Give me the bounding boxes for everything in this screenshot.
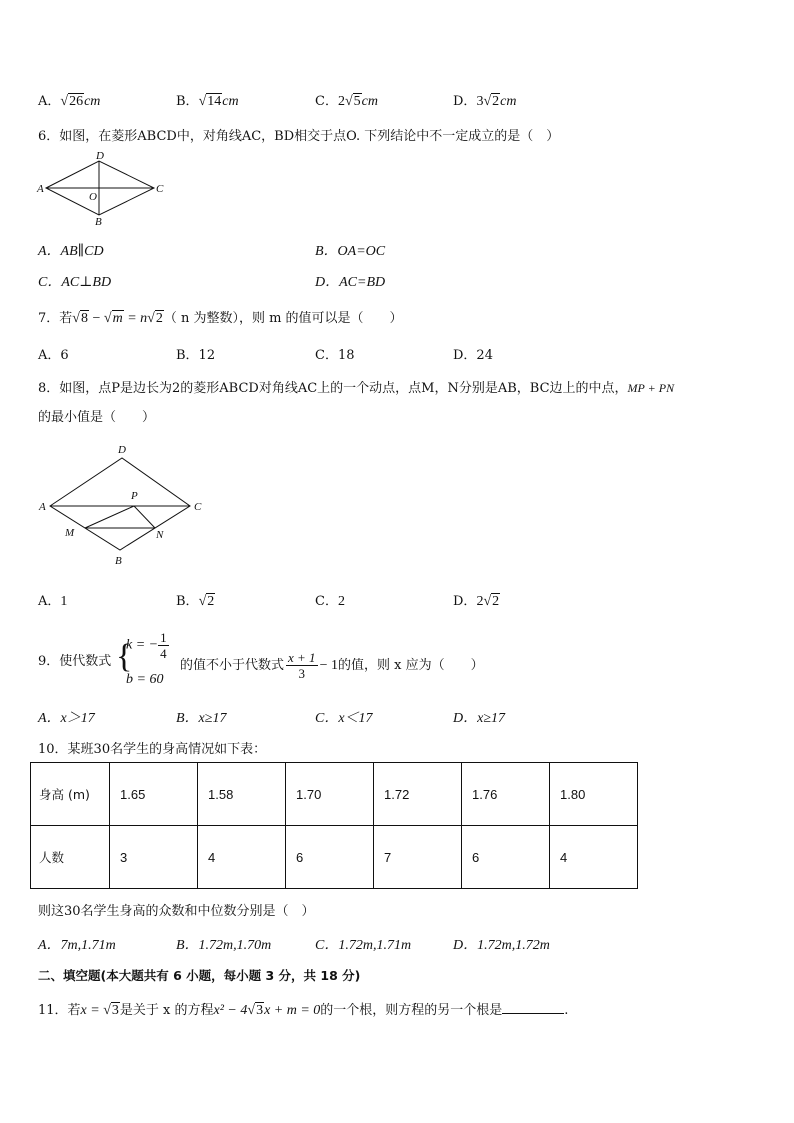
q9-middle — [180, 650, 484, 681]
option-label: A． — [38, 94, 61, 109]
q7-option-d: D．24 — [453, 348, 493, 363]
label-c: C — [194, 501, 202, 513]
table-cell: 7 — [374, 826, 462, 889]
q8-option-a — [38, 590, 67, 610]
table-row — [31, 763, 638, 826]
system-top-lhs: k = − — [126, 637, 159, 653]
label-c: C — [156, 183, 164, 195]
q6-option-b: B．OA=OC — [315, 244, 386, 259]
table-cell: 4 — [198, 826, 286, 889]
q9-mid-text: 的值不小于代数式 — [180, 658, 285, 673]
label-d: D — [118, 444, 126, 456]
option-label: D． — [453, 594, 477, 609]
unit: cm — [222, 94, 239, 109]
label-b: B — [95, 216, 102, 228]
q9-prefix: 9．使代数式 — [38, 654, 112, 669]
equation-part-b: x + m = 0 — [264, 1003, 321, 1018]
q9-option-c: C．x＜17 — [315, 711, 373, 726]
coefficient: 2 — [337, 594, 345, 609]
q11-end: . — [564, 1003, 569, 1018]
label-n: N — [156, 529, 164, 541]
q11-prefix: 11．若 — [38, 1003, 81, 1018]
q9-suffix: 的值，则 x 应为（ ） — [337, 658, 484, 673]
coefficient: 2 — [337, 94, 345, 109]
q7-note: （ n 为整数），则 m 的值可以是（ ） — [163, 311, 403, 326]
minus: − — [92, 311, 101, 326]
radicand: 14 — [207, 94, 222, 109]
table-cell: 1.70 — [286, 763, 374, 826]
table-cell: 4 — [550, 826, 638, 889]
table-cell: 3 — [110, 826, 198, 889]
q11-stem: 11．若x = √3是关于 x 的方程x² − 4√3x + m = 0的一个根，则方程的另一个根是 . — [38, 1003, 569, 1018]
table-cell: 1.58 — [198, 763, 286, 826]
frac-numerator: x + 1 — [288, 650, 316, 665]
q8-option-b: B．√2 — [176, 594, 215, 609]
q11-mid: 是关于 x 的方程 — [119, 1003, 214, 1018]
q5-option-b: B．√14cm — [176, 94, 239, 109]
radicand: 26 — [69, 94, 84, 109]
row-header-count: 人数 — [31, 826, 110, 889]
x-equals: x = — [80, 1003, 104, 1018]
radicand: 2 — [207, 594, 215, 609]
q11-suffix: 的一个根，则方程的另一个根是 — [320, 1003, 503, 1018]
coefficient: 1 — [60, 594, 68, 609]
option-label: C． — [315, 594, 338, 609]
option-label: A． — [38, 594, 61, 609]
q8-rhombus-figure — [34, 440, 214, 570]
q8-option-d: D．2√2 — [453, 594, 500, 609]
table-cell: 6 — [462, 826, 550, 889]
q6-option-d: D．AC=BD — [315, 275, 386, 290]
equals: = n — [127, 311, 148, 326]
radicand: 2 — [155, 311, 163, 326]
q6-rhombus-figure — [34, 150, 164, 230]
q6-option-c: C．AC⊥BD — [38, 275, 112, 290]
option-label: B． — [176, 94, 199, 109]
q10-option-b: B．1.72m,1.70m — [176, 938, 272, 953]
coefficient: 3 — [476, 94, 484, 109]
q5-option-d: D．3√2cm — [453, 94, 517, 109]
frac-denominator: 4 — [160, 646, 167, 661]
table-cell: 1.72 — [374, 763, 462, 826]
minus-one: − 1 — [319, 658, 338, 673]
height-table — [30, 762, 638, 889]
option-label: C． — [315, 94, 338, 109]
radicand: m — [112, 311, 123, 326]
q9-system-top — [126, 630, 169, 661]
segment-pn — [134, 506, 155, 528]
q5-option-a: A．√26cm — [38, 94, 101, 109]
frac-denominator: 3 — [298, 666, 306, 681]
unit: cm — [500, 94, 517, 109]
table-row — [31, 826, 638, 889]
frac-numerator: 1 — [160, 630, 167, 645]
table-cell: 1.65 — [110, 763, 198, 826]
radicand: 8 — [80, 311, 88, 326]
label-o: O — [89, 191, 97, 203]
table-cell: 1.76 — [462, 763, 550, 826]
label-d: D — [96, 150, 104, 162]
q10-option-c: C．1.72m,1.71m — [315, 938, 412, 953]
q8-stem-line1 — [38, 377, 674, 396]
label-m: M — [65, 527, 75, 539]
label-a: A — [37, 183, 44, 195]
option-label: B． — [176, 594, 199, 609]
q10-option-a: A．7m,1.71m — [38, 938, 116, 953]
option-label: D． — [453, 94, 477, 109]
q6-stem: 6．如图，在菱形ABCD中，对角线AC，BD相交于点O. 下列结论中不一定成立的是（ ） — [38, 129, 560, 144]
q10-option-d: D．1.72m,1.72m — [453, 938, 550, 953]
radicand: 5 — [353, 94, 361, 109]
label-b: B — [115, 555, 122, 567]
q8-option-c — [315, 590, 345, 610]
radicand: 2 — [492, 594, 500, 609]
q6-option-a: A．AB∥CD — [38, 244, 104, 259]
q9-option-d: D．x≥17 — [453, 711, 506, 726]
table-cell: 1.80 — [550, 763, 638, 826]
row-header-height: 身高 (m) — [31, 763, 110, 826]
radicand: 3 — [256, 1003, 264, 1018]
q10-question: 则这30名学生身高的众数和中位数分别是（ ） — [38, 904, 315, 919]
equation-part-a: x² − 4 — [213, 1003, 248, 1018]
q8-stem-line2: 的最小值是（ ） — [38, 410, 156, 425]
radicand: 2 — [492, 94, 500, 109]
q8-text: 8．如图，点P是边长为2的菱形ABCD对角线AC上的一个动点，点M，N分别是AB，BC边上的中点， — [38, 381, 628, 396]
table-cell: 6 — [286, 826, 374, 889]
q10-stem: 10．某班30名学生的身高情况如下表： — [38, 742, 267, 757]
q7-option-b: B．12 — [176, 348, 216, 363]
segment-mp — [85, 506, 134, 528]
q9-system-bottom: b = 60 — [126, 672, 164, 687]
answer-blank[interactable] — [502, 1001, 564, 1014]
q5-option-c: C．2√5cm — [315, 94, 378, 109]
q9-option-b: B．x≥17 — [176, 711, 227, 726]
section-heading-fill-in: 二、填空题(本大题共有 6 小题，每小题 3 分，共 18 分) — [38, 968, 361, 983]
q7-stem: 7．若√8 − √m = n√2（ n 为整数），则 m 的值可以是（ ） — [38, 311, 403, 326]
q8-expression: MP + PN — [627, 381, 675, 395]
q7-option-a: A．6 — [38, 348, 69, 363]
unit: cm — [84, 94, 101, 109]
q7-prefix: 7．若 — [38, 311, 73, 326]
label-a: A — [39, 501, 46, 513]
q9-option-a: A．x＞17 — [38, 711, 95, 726]
label-p: P — [131, 490, 138, 502]
left-brace: { — [116, 638, 133, 675]
q7-option-c: C．18 — [315, 348, 355, 363]
coefficient: 2 — [476, 594, 484, 609]
unit: cm — [361, 94, 378, 109]
radicand: 3 — [111, 1003, 119, 1018]
